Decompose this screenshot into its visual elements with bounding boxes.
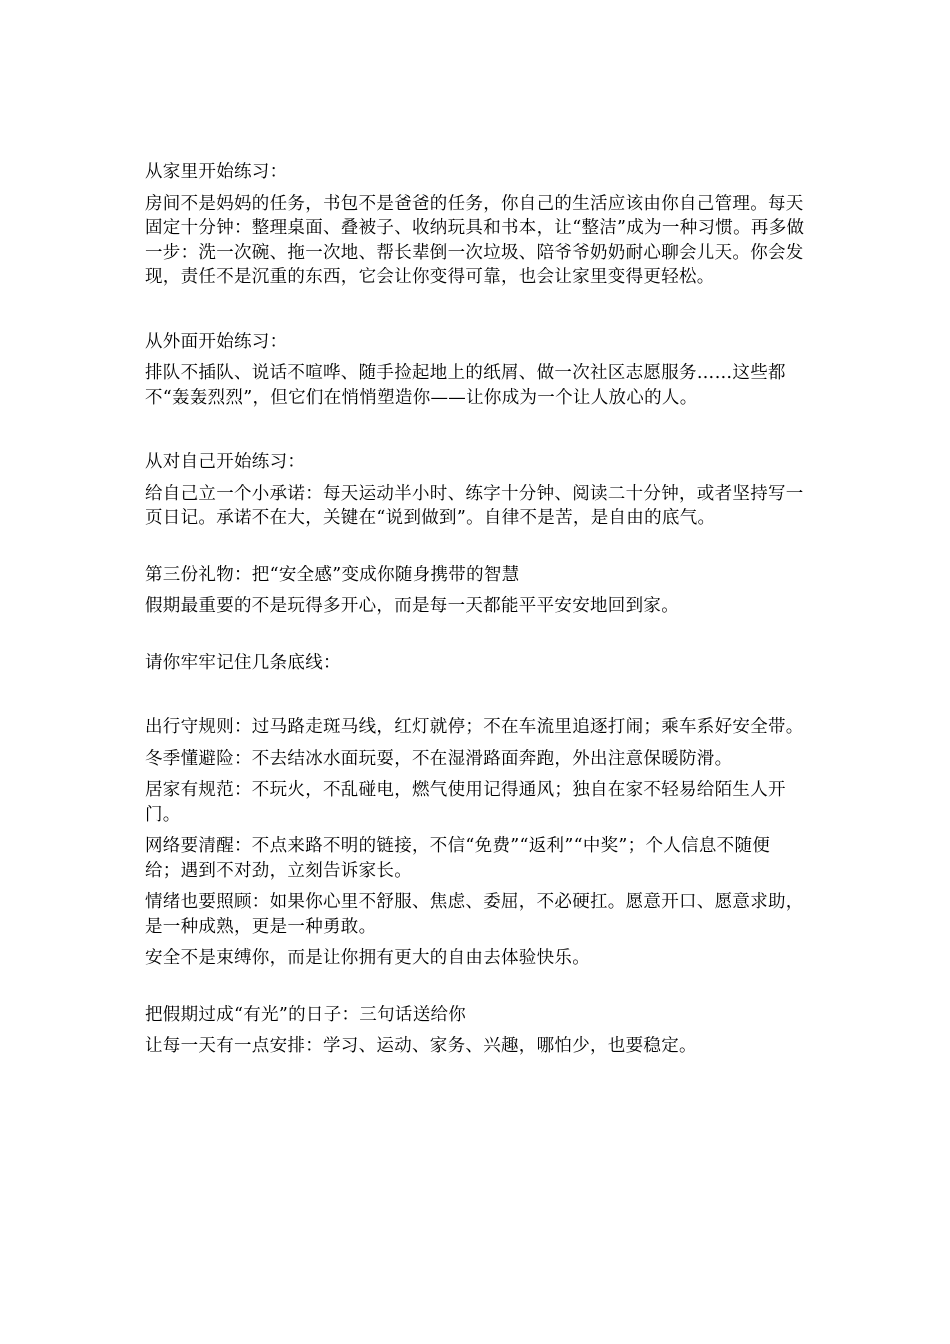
heading-third-gift: 第三份礼物：把“安全感”变成你随身携带的智慧 — [145, 564, 520, 585]
paragraph-outside-practice: 排队不插队、说话不喧哗、随手捡起地上的纸屑、做一次社区志愿服务……这些都不“轰轰烈烈”，但它们在悄悄塑造你——让你成为一个让人放心的人。 — [145, 363, 786, 408]
paragraph-holiday-safety: 假期最重要的不是玩得多开心，而是每一天都能平平安安地回到家。 — [145, 596, 679, 616]
paragraph-bottom-lines: 请你牢牢记住几条底线： — [145, 652, 341, 673]
heading-home-practice: 从家里开始练习： — [145, 162, 288, 182]
rule-emotion: 情绪也要照顾：如果你心里不舒服、焦虑、委屈，不必硬扛。愿意开口、愿意求助，是一种成熟，更是一种勇敢。 — [145, 892, 804, 937]
paragraph-self-practice: 给自己立一个小承诺：每天运动半小时、练字十分钟、阅读二十分钟，或者坚持写一页日记。承诺不在大，关键在“说到做到”。自律不是苦，是自由的底气。 — [145, 483, 804, 528]
rule-winter: 冬季懂避险：不去结冰水面玩耍，不在湿滑路面奔跑，外出注意保暖防滑。 — [145, 748, 733, 769]
rule-network: 网络要清醒：不点来路不明的链接，不信“免费”“返利”“中奖”；个人信息不随便给；遇到不对劲，立刻告诉家长。 — [145, 836, 771, 881]
heading-outside-practice: 从外面开始练习： — [145, 331, 288, 352]
paragraph-safety-freedom: 安全不是束缚你，而是让你拥有更大的自由去体验快乐。 — [145, 948, 590, 968]
document-body — [145, 160, 805, 1059]
paragraph-home-practice: 房间不是妈妈的任务，书包不是爸爸的任务，你自己的生活应该由你自己管理。每天固定十分钟：整理桌面、叠被子、收纳玩具和书本，让“整洁”成为一种习惯。再多做一步：洗一次碗、拖一次地、帮长辈倒一次垃圾、陪爷爷奶奶耐心聊会儿天。你会发现，责任不是沉重的东西，它会让你变得可靠，也会让家里变得更轻松。 — [145, 193, 805, 287]
heading-self-practice: 从对自己开始练习： — [145, 452, 306, 472]
heading-bright-holiday: 把假期过成“有光”的日子：三句话送给你 — [145, 1004, 467, 1025]
paragraph-daily-plan: 让每一天有一点安排：学习、运动、家务、兴趣，哪怕少，也要稳定。 — [145, 1036, 697, 1056]
rule-travel: 出行守规则：过马路走斑马线，红灯就停；不在车流里追逐打闹；乘车系好安全带。 — [145, 717, 804, 737]
rule-home: 居家有规范：不玩火，不乱碰电，燃气使用记得通风；独自在家不轻易给陌生人开门。 — [145, 780, 786, 825]
